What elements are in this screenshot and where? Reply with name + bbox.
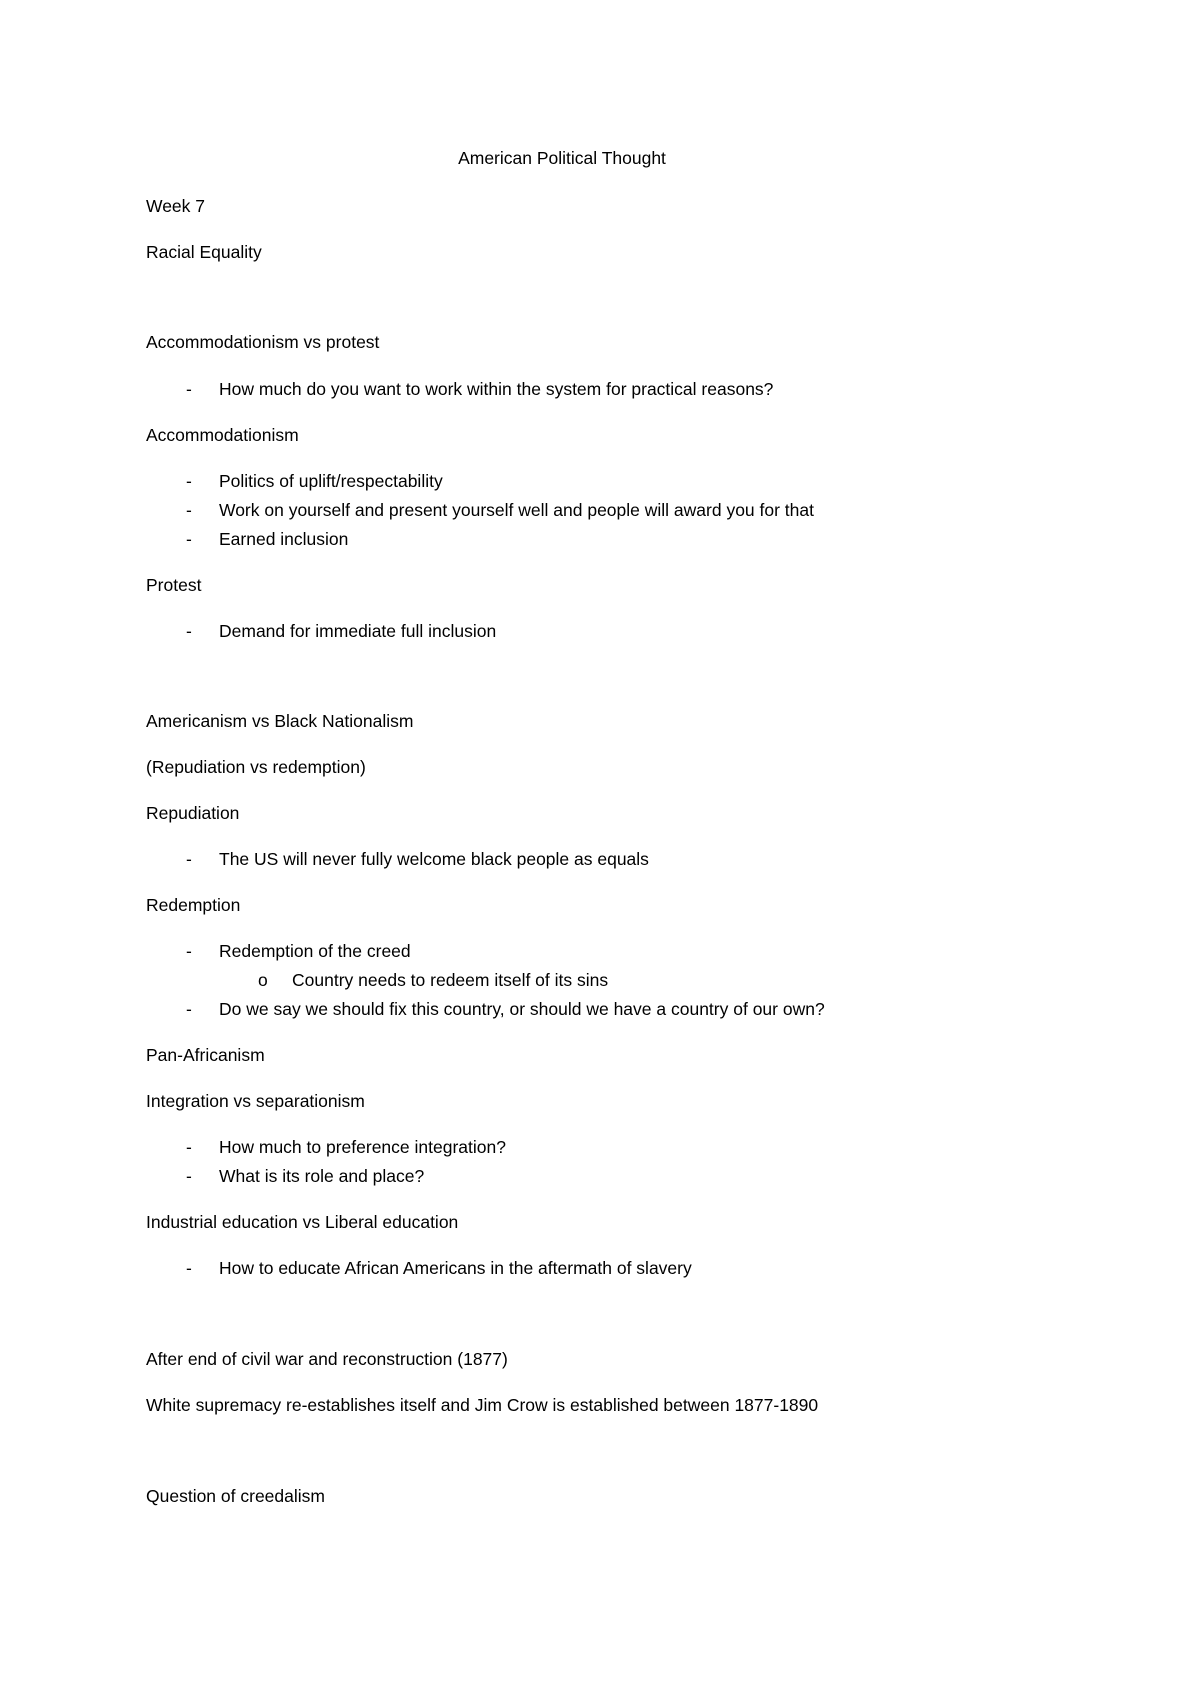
bullet-educate-african-americans: How to educate African Americans in the aftermath of slavery bbox=[219, 1258, 692, 1278]
subbullet-country-needs-redeem: Country needs to redeem itself of its sins bbox=[292, 970, 609, 990]
heading-accommodationism: Accommodationism bbox=[146, 425, 299, 445]
heading-accommodationism-vs-protest: Accommodationism vs protest bbox=[146, 332, 380, 352]
document-title: American Political Thought bbox=[458, 148, 666, 168]
bullet-redemption-of-creed: Redemption of the creed bbox=[219, 941, 411, 961]
dash-bullet: - bbox=[186, 500, 192, 520]
dash-bullet: - bbox=[186, 1137, 192, 1157]
heading-repudiation-vs-redemption: (Repudiation vs redemption) bbox=[146, 757, 366, 777]
heading-question-of-creedalism: Question of creedalism bbox=[146, 1486, 325, 1506]
heading-repudiation: Repudiation bbox=[146, 803, 240, 823]
heading-integration-vs-separationism: Integration vs separationism bbox=[146, 1091, 365, 1111]
bullet-preference-integration: How much to preference integration? bbox=[219, 1137, 506, 1157]
heading-redemption: Redemption bbox=[146, 895, 241, 915]
bullet-demand-inclusion: Demand for immediate full inclusion bbox=[219, 621, 497, 641]
heading-pan-africanism: Pan-Africanism bbox=[146, 1045, 265, 1065]
bullet-politics-of-uplift: Politics of uplift/respectability bbox=[219, 471, 443, 491]
heading-americanism-vs-black-nationalism: Americanism vs Black Nationalism bbox=[146, 711, 414, 731]
bullet-work-on-yourself: Work on yourself and present yourself well and people will award you for that bbox=[219, 500, 814, 520]
bullet-role-and-place: What is its role and place? bbox=[219, 1166, 425, 1186]
dash-bullet: - bbox=[186, 471, 192, 491]
dash-bullet: - bbox=[186, 999, 192, 1019]
heading-protest: Protest bbox=[146, 575, 202, 595]
paragraph-white-supremacy: White supremacy re-establishes itself and Jim Crow is established between 1877-1890 bbox=[146, 1395, 819, 1415]
bullet-us-never-welcome: The US will never fully welcome black people as equals bbox=[219, 849, 649, 869]
dash-bullet: - bbox=[186, 621, 192, 641]
heading-after-civil-war: After end of civil war and reconstruction (1877) bbox=[146, 1349, 508, 1369]
bullet-work-within-system: How much do you want to work within the system for practical reasons? bbox=[219, 379, 774, 399]
dash-bullet: - bbox=[186, 941, 192, 961]
week-label: Week 7 bbox=[146, 196, 206, 216]
circle-bullet: o bbox=[258, 970, 268, 990]
bullet-earned-inclusion: Earned inclusion bbox=[219, 529, 349, 549]
bullet-fix-this-country: Do we say we should fix this country, or should we have a country of our own? bbox=[219, 999, 825, 1019]
dash-bullet: - bbox=[186, 529, 192, 549]
topic-label: Racial Equality bbox=[146, 242, 262, 262]
dash-bullet: - bbox=[186, 849, 192, 869]
dash-bullet: - bbox=[186, 379, 192, 399]
dash-bullet: - bbox=[186, 1166, 192, 1186]
dash-bullet: - bbox=[186, 1258, 192, 1278]
heading-industrial-vs-liberal-education: Industrial education vs Liberal education bbox=[146, 1212, 459, 1232]
